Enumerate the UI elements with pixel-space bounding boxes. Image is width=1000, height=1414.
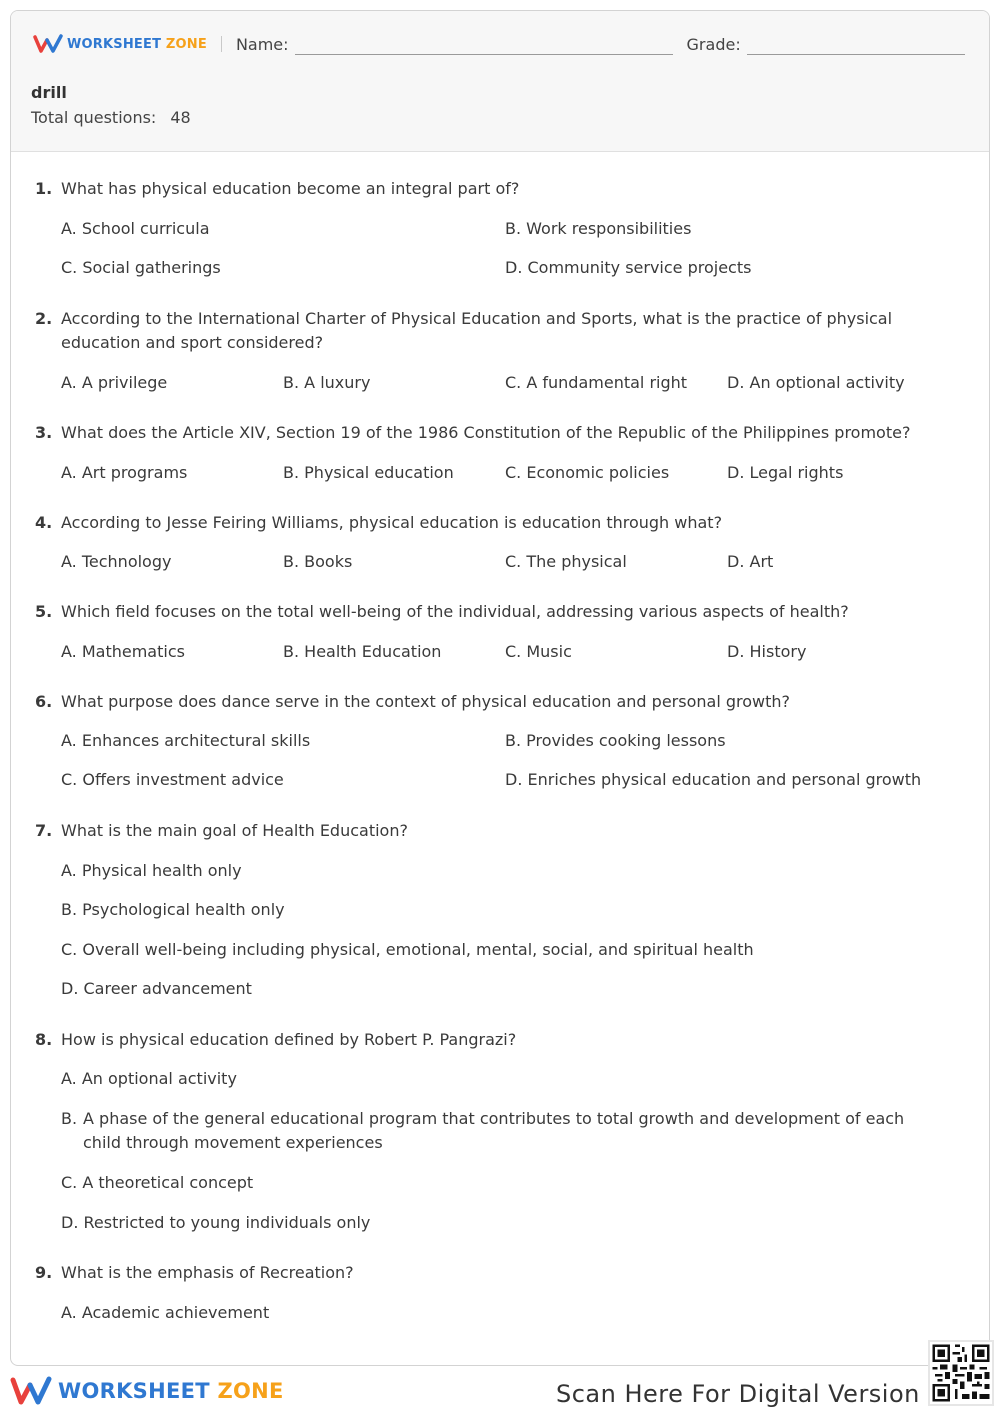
grade-label: Grade: <box>686 34 741 54</box>
question-5 <box>35 600 949 661</box>
question-number: 4. <box>35 513 53 532</box>
option-a[interactable]: A. Enhances architectural skills <box>61 731 311 750</box>
brand-logo <box>33 34 207 54</box>
option-a[interactable]: A. Physical health only <box>61 861 242 880</box>
option-b[interactable]: B. A phase of the general educational program that contributes to total growth and development of each child through movement experiences <box>61 1109 905 1152</box>
option-b[interactable]: B. Physical education <box>283 463 454 482</box>
worksheet <box>10 10 990 1366</box>
question-9 <box>35 1261 949 1322</box>
question-text: How is physical education defined by Robert P. Pangrazi? <box>61 1030 517 1049</box>
option-d[interactable]: D. Art <box>727 552 774 571</box>
header-divider <box>221 36 222 52</box>
option-b[interactable]: B. Work responsibilities <box>505 219 692 238</box>
question-text: According to Jesse Feiring Williams, physical education is education through what? <box>61 513 723 532</box>
option-b[interactable]: B. Books <box>283 552 353 571</box>
option-d[interactable]: D. Community service projects <box>505 258 752 277</box>
option-c[interactable]: C. Social gatherings <box>61 258 221 277</box>
question-number: 7. <box>35 821 53 840</box>
option-d[interactable]: D. Restricted to young individuals only <box>61 1213 371 1232</box>
option-a[interactable]: A. Academic achievement <box>61 1303 270 1322</box>
option-c[interactable]: C. The physical <box>505 552 627 571</box>
option-a[interactable]: A. School curricula <box>61 219 210 238</box>
option-d[interactable]: D. An optional activity <box>727 373 905 392</box>
question-number: 2. <box>35 309 53 328</box>
question-number: 9. <box>35 1263 53 1282</box>
question-number: 8. <box>35 1030 53 1049</box>
question-6 <box>35 690 949 789</box>
name-field[interactable] <box>295 41 673 55</box>
total-questions-label: Total questions: <box>31 108 157 127</box>
option-b[interactable]: B. Health Education <box>283 642 442 661</box>
name-label: Name: <box>235 34 289 54</box>
option-a[interactable]: A. A privilege <box>61 373 168 392</box>
option-d[interactable]: D. Career advancement <box>61 979 252 998</box>
question-4 <box>35 511 949 571</box>
grade-field[interactable] <box>747 41 965 55</box>
total-questions <box>31 108 191 127</box>
worksheet-header <box>11 11 989 152</box>
option-a[interactable]: A. Mathematics <box>61 642 185 661</box>
brand-wordmark: WORKSHEET ZONE <box>67 36 207 52</box>
option-b[interactable]: B. Provides cooking lessons <box>505 731 726 750</box>
option-d[interactable]: D. Enriches physical education and personal growth <box>505 770 922 789</box>
question-2 <box>35 307 949 392</box>
page-footer <box>0 1366 1000 1414</box>
question-8 <box>35 1028 949 1232</box>
question-text: What purpose does dance serve in the context of physical education and personal growth? <box>61 692 791 711</box>
worksheet-zone-logo-icon <box>33 34 63 54</box>
option-b[interactable]: B. A luxury <box>283 373 371 392</box>
option-a[interactable]: A. Art programs <box>61 463 188 482</box>
question-number: 1. <box>35 179 53 198</box>
option-c[interactable]: C. Overall well-being including physical, emotional, mental, social, and spiritual health <box>61 940 754 959</box>
header-row <box>33 31 965 57</box>
question-text: What does the Article XIV, Section 19 of the 1986 Constitution of the Republic of the Philippines promote? <box>61 423 911 442</box>
question-text: What is the main goal of Health Education? <box>61 821 408 840</box>
question-7 <box>35 819 949 998</box>
question-text: What has physical education become an integral part of? <box>61 179 520 198</box>
qr-code[interactable] <box>928 1340 994 1406</box>
question-number: 3. <box>35 423 53 442</box>
footer-wordmark: WORKSHEET ZONE <box>58 1379 284 1403</box>
footer-brand-logo <box>10 1376 284 1406</box>
worksheet-title: drill <box>31 83 67 102</box>
option-d[interactable]: D. History <box>727 642 807 661</box>
option-b[interactable]: B. Psychological health only <box>61 900 285 919</box>
question-3 <box>35 421 949 482</box>
option-c[interactable]: C. A fundamental right <box>505 373 688 392</box>
question-text: What is the emphasis of Recreation? <box>61 1263 354 1282</box>
question-1 <box>35 177 949 277</box>
question-number: 5. <box>35 602 53 621</box>
option-c[interactable]: C. Offers investment advice <box>61 770 284 789</box>
option-a[interactable]: A. An optional activity <box>61 1069 237 1088</box>
question-text: According to the International Charter of Physical Education and Sports, what is the practice of physical education and sport considered? <box>61 309 893 352</box>
question-text: Which field focuses on the total well-being of the individual, addressing various aspects of health? <box>61 602 849 621</box>
question-number: 6. <box>35 692 53 711</box>
option-d[interactable]: D. Legal rights <box>727 463 844 482</box>
option-c[interactable]: C. A theoretical concept <box>61 1173 254 1192</box>
option-c[interactable]: C. Economic policies <box>505 463 670 482</box>
worksheet-zone-logo-icon <box>10 1376 52 1406</box>
option-a[interactable]: A. Technology <box>61 552 172 571</box>
total-questions-value: 48 <box>170 108 191 127</box>
option-c[interactable]: C. Music <box>505 642 572 661</box>
scan-instruction: Scan Here For Digital Version <box>556 1380 920 1408</box>
